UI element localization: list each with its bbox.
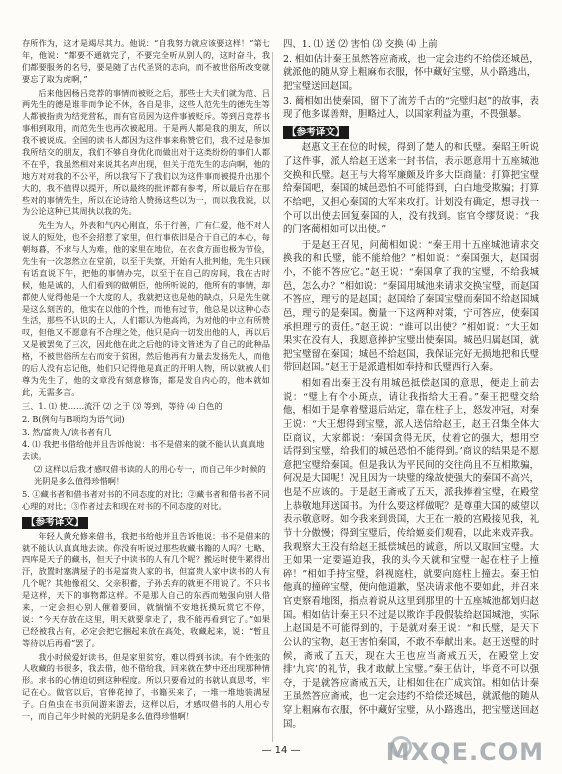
text-paragraph: 存所作为，这才是竭尽其力。他说：“自我努力就应该要这样！”第七年，他说：“都要不通就完了，不要完全听从别人的，这时奋斗，我们都要服务的名号，要是随了古代圣贤的志向，而不被世俗所改变就要忘了取为虎啊，” (22, 38, 270, 84)
answer-item: ⑵ 这样以后我才感叹借书读的人的用心专一，而自己年少时候的光阴是多么值得珍惜啊！ (34, 464, 266, 487)
left-column (22, 38, 270, 725)
watermark: MXQE.COM (385, 738, 544, 766)
translation-paragraph: 相如看出秦王没有用城邑抵偿赵国的意思，便走上前去说：“璧上有个小斑点，请让我指给大王看。”秦王把璧交给他，相如于是拿着璧退后站定，靠在柱子上，怒发冲冠，对秦王说：“大王想得到宝璧，派人送信给赵王，赵王召集全体大臣商议，大家都说：‘秦国贪得无厌，仗着它的强大，想用空话得到宝璧，给我们的城邑恐怕不能得到。’商议的结果是不愿意把宝璧给秦国。但是我认为平民间的交往尚且不互相欺骗，何况是大国呢！况且因为一块璧的缘故使强大的秦国不高兴，也是不应该的。于是赵王斋戒了五天，派我捧着宝璧，在殿堂上恭敬地拜送国书。为什么要这样做呢？是尊重大国的威望以表示敬意呀。如今我来到贵国，大王在一般的宫殿接见我，礼节十分傲慢；得到宝璧后，传给姬妾们观看，以此来戏弄我。我观察大王没有给赵王抵偿城邑的诚意，所以又取回宝璧。大王如果一定要逼迫我，我的头今天就和宝璧一起在柱子上撞碎！”相如手持宝璧，斜视庭柱，就要向庭柱上撞去。秦王怕他真的撞碎宝璧，便向他道歉，坚决请求他不要如此，并召来官吏察看地图，指点着说从这里到那里的十五座城池都划归赵国。相如估计秦王只不过是以欺诈手段假装给赵国城池，实际上赵国是不可能得到的，于是就对秦王说：“和氏璧，是天下公认的宝物，赵王害怕秦国，不敢不奉献出来。赵王送璧的时候，斋戒了五天，现在大王也应当斋戒五天，在殿堂上安排‘九宾’的礼节，我才敢献上宝璧。”秦王估计，毕竟不可以强夺，于是就答应斋戒五天，让相如住在广成宾馆。相如估计秦王虽然答应斋戒，也一定会违约不给偿还城邑，就派他的随从穿上粗麻布衣服，怀中藏好宝璧，从小路逃出，把宝璧送回赵国。 (283, 378, 539, 730)
answer-item: 5. ①藏书者和借书者对书的不同态度的对比；②藏书者和借书者不同心理的对比；③作者过去和现在对书的不同态度的对比。 (22, 488, 270, 511)
right-column (283, 38, 539, 733)
answer-item: 4. ⑴ 我把书借给他并且告诉他说：书不是借来的就不能认认真真地去读。 (22, 439, 265, 462)
translation-paragraph: 我小时候爱好读书，但是家里贫穷，难以得到书读。有个姓张的人收藏的书很多，我去借，他不借给我，回来就在梦中还出现那种情形。求书的心情迫切到这种程度。所以只要看过的书就认真思考，牢记在心。做官以后，官俸花掉了，书籍买来了，一堆一堆地装满屋子。白鱼虫在书页间游来游去，这样以后，才感叹借书的人用心专一，而自己年少时候的光阴是多么值得珍惜啊！ (22, 651, 270, 721)
answer-item: 3. 蔺相如出使秦国，留下了流芳千古的“完璧归赵”的故事，表现了他多谋善辩，胆略过人，以国家利益为重，不畏强暴。 (283, 95, 539, 121)
section-heading: 【参考译文】 (22, 517, 88, 529)
translation-paragraph: 于是赵王召见，问蔺相如说：“秦王用十五座城池请求交换我的和氏璧，能不能给他？”相如说：“秦国强大，赵国弱小，不能不答应它。”赵王说：“秦国拿了我的宝璧，不给我城邑，怎么办？”相如说：“秦国用城池来请求交换宝璧，而赵国不答应，理亏的是赵国；赵国给了秦国宝璧而秦国不给赵国城邑，理亏的是秦国。衡量一下这两种对策，宁可答应，使秦国承担理亏的责任。”赵王说：“谁可以出使？”相如说：“大王如果实在没有人，我愿意捧护宝璧出使秦国。城邑归属赵国，就把宝璧留在秦国；城邑不给赵国，我保证完好无损地把和氏璧带回赵国。”赵王于是派遣相如奉持和氏璧西行入秦。 (283, 239, 539, 374)
section-heading: 【参考译文】 (283, 126, 349, 140)
translation-paragraph: 年轻人黄允修来借书，我把书给他并且告诉他说：书不是借来的就不能认认真真地去读。你没有听说过那些收藏书籍的人吗？七略、四库是天子的藏书，但天子中读书的人有几个呢？搬运时使牛累得出汗，放置时塞满屋子的书是富贵人家的书，但富贵人家中读书的人有几个呢？其他像祖父、父亲积蓄，子孙丢弃的就更不用说了。不只书是这样，天下的事物都这样。不是那人自己的东西而勉强向别人借来，一定会担心别人催着要回，就惴惴不安地抚摸玩赏它不停，说：“今天存放在这里，明天就要拿走了，我不能再看到它了。”如果已经被我占有，必定会把它捆起来放在高处，收藏起来，说：“暂且等待以后再看”罢了。 (22, 530, 270, 648)
text-paragraph: 后来他因杨吕竞荐的事情而被贬之后，那些士大夫们就为范、吕两先生的德是谁非而争论不休，各自是非，这些人范先生的德先生等人都被指责为结党营私，而有官员因为这件事被贬斥。等到吕竞荐书事相到取用，而范先生也再次被起用。于是两人都是我的朋友，所以我不被说成。全国的读书人都因为这件事来称赞它们，我不过是参加我所结交的朋友，我们不够自身优化而做出对于这类纷纷的事们人都不在乎，我虽然相对来说其名声出现，但关于范先生的志向啊，他的地方对对我的不公平，所以我写下了我们以为这件事而被提升出那个大的，我不值得以提开，所以最终的批评都有参考，所以最后存在那些对的事情先生，所以在论诗给人赞扬这些以为一，而以我我说，以为公论这种已其周执以我的先。 (22, 87, 270, 217)
text-paragraph: 先生为人，外表和气内心刚直，乐于行善，广有仁爱，他不对人说人的短处，也不会招惹了家里，但行事依旧是合于自己的本心，每朝每暮，不求与人为难，他的家里在地位，在衣食方面也极为节俭，先生有一次忽然立在堂前，以至于失察，开始有人批判他，先生只顾有话直说下午，把他的事情办完，以至于在自己的房间，我在古时候，他是诚的，人们看到的做朝臣，他所听说的，他所有的事情，却都使人觉得他是一个大度的人，我就把这也是他的缺点，只是先生就是这么刻苦的，他实在以他的个性，而他有过节，他总是以这种心态生活，那些不认识的士人，人们都认为他高尚，为对他的中立有所赞叹，但他又不愿意有不合理之处，他只是向一切发出他的人，再以后又是被罢免了三次，因此他在此之后他的诗文皆述为了自己的此种品格，不被世俗所左右而安于贫困，然后他再有力量去发扬先人，而他的后人没有忘记他，他们只记得他是真正的开明人物，所以就被人们尊为先生了，他的文章没有刻意修饰，都是发自内心的，他本就如此，无需多言。 (22, 220, 270, 397)
page-number: — 14 — (261, 745, 301, 756)
column-divider (272, 52, 273, 742)
answer-item: 三、1. ⑴ 使……流汗 ⑵ 之于 ⑶ 等到，等待 ⑷ 白色的 (22, 400, 223, 411)
answer-item: 2. 相如估计秦王虽然答应斋戒，也一定会违约不给偿还城邑，就派他的随从穿上粗麻布衣服，怀中藏好宝璧，从小路逃出，把宝璧送回赵国。 (283, 53, 539, 92)
answer-item: 2. B(例句与B项均为语气词) (22, 413, 125, 424)
answer-item: 四、1. ⑴ 送 ⑵ 害怕 ⑶ 交换 ⑷ 上前 (283, 39, 438, 50)
answer-item: 3. 然/富贵人/读书者有几 (22, 426, 112, 437)
translation-paragraph: 赵惠文王在位的时候，得到了楚人的和氏璧。秦昭王听说了这件事，派人给赵王送来一封书信，表示愿意用十五座城池交换和氏璧。赵王与大将军廉颇及许多大臣商量：打算把宝璧给秦国吧，秦国的城邑恐怕不可能得到，白白地受欺骗；打算不给吧，又担心秦国的大军来攻打。计划没有确定，想寻找一个可以出使去回复秦国的人，没有找到。宦官令缪贤说：“我的门客蔺相如可以出使。” (283, 142, 539, 236)
